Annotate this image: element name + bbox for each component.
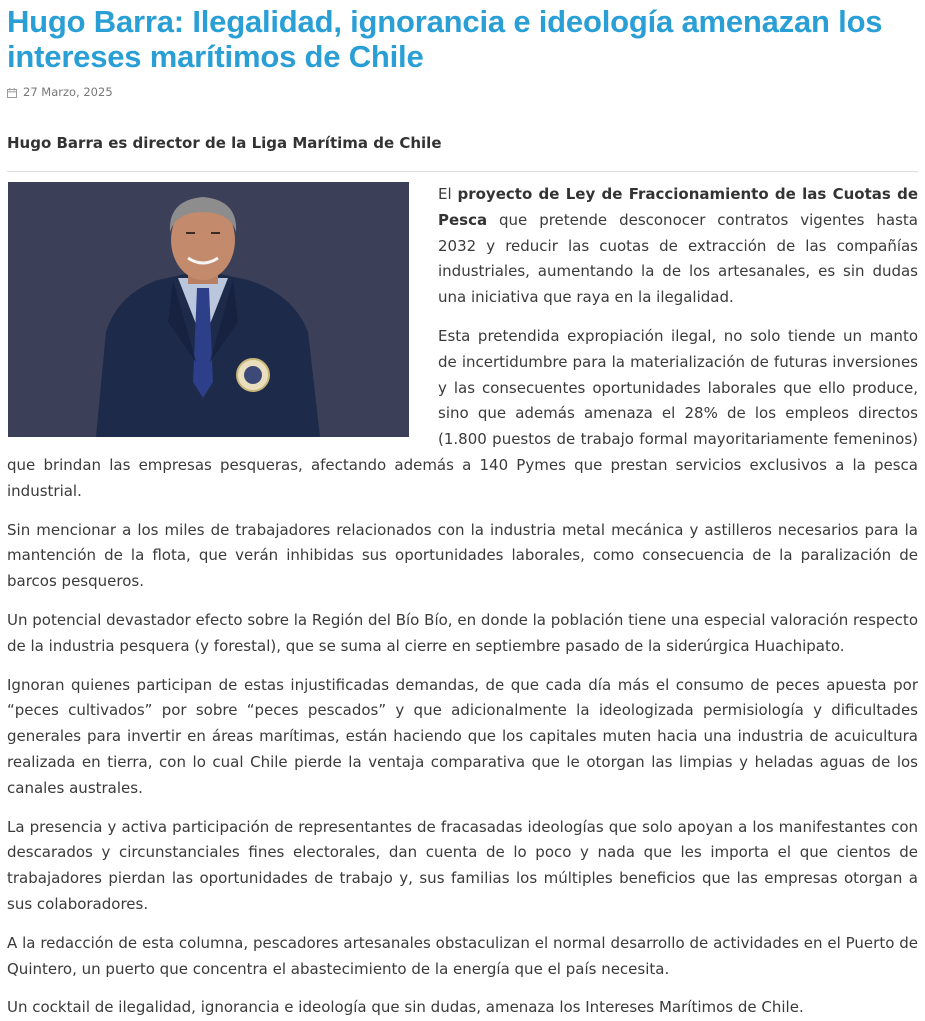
article-subtitle: Hugo Barra es director de la Liga Marítima de Chile xyxy=(7,134,442,152)
intro-rest: que pretende desconocer contratos vigentes hasta 2032 y reducir las cuotas de extracción de las compañías industriales, aumentando la de los artesanales, es sin dudas una iniciativa que raya en la ilegalidad. xyxy=(438,210,918,307)
paragraph: Esta pretendida expropiación ilegal, no solo tiende un manto de incertidumbre para la materialización de futuras inversiones y las consecuentes oportunidades laborales que ello produce, sino que además amenaza el 28% de los empleos directos (1.800 puestos de trabajo formal mayoritariamente femeninos) que brindan las empresas pesqueras, afectando además a 140 Pymes que prestan servicios exclusivos a la pesca industrial. xyxy=(7,326,918,500)
post-meta xyxy=(7,85,918,99)
paragraph: A la redacción de esta columna, pescadores artesanales obstaculizan el normal desarrollo de actividades en el Puerto de Quintero, un puerto que concentra el abastecimiento de la energía que el país necesita. xyxy=(7,933,918,978)
intro-lead: El xyxy=(438,185,458,203)
calendar-icon xyxy=(7,87,17,97)
intro-bold: proyecto de Ley de Fraccionamiento de las Cuotas de Pesca xyxy=(438,185,918,229)
portrait-photo xyxy=(8,182,409,437)
paragraph: Un cocktail de ilegalidad, ignorancia e ideología que sin dudas, amenaza los Intereses Marítimos de Chile. xyxy=(7,998,804,1017)
post-date: 27 Marzo, 2025 xyxy=(23,85,113,99)
author-photo xyxy=(8,182,409,437)
divider xyxy=(7,171,918,172)
article-title: Hugo Barra: Ilegalidad, ignorancia e ideología amenazan los intereses marítimos de Chile xyxy=(7,4,883,74)
article-body xyxy=(7,182,918,1021)
paragraph: Sin mencionar a los miles de trabajadores relacionados con la industria metal mecánica y astilleros necesarios para la mantención de la flota, que verán inhibidas sus oportunidades laborales, como consecuencia de la paralización de barcos pesqueros. xyxy=(7,520,918,591)
paragraph: Un potencial devastador efecto sobre la Región del Bío Bío, en donde la población tiene una especial valoración respecto de la industria pesquera (y forestal), que se suma al cierre en septiembre pasado de la siderúrgica Huachipato. xyxy=(7,610,918,655)
paragraph: Ignoran quienes participan de estas injustificadas demandas, de que cada día más el consumo de peces apuesta por “peces cultivados” por sobre “peces pescados” y que adicionalmente la ideologizada permisiología y dificultades generales para invertir en áreas marítimas, están haciendo que los capitales muten hacia una industria de acuicultura realizada en tierra, con lo cual Chile pierde la ventaja comparativa que le otorgan las limpias y heladas aguas de los canales australes. xyxy=(7,675,918,797)
paragraph: La presencia y activa participación de representantes de fracasadas ideologías que solo apoyan a los manifestantes con descarados y circunstanciales fines electorales, dan cuenta de lo poco y nada que les importa el que cientos de trabajadores pierdan las oportunidades de trabajo y, sus familias los múltiples beneficios que las empresas otorgan a sus colaboradores. xyxy=(7,817,918,913)
